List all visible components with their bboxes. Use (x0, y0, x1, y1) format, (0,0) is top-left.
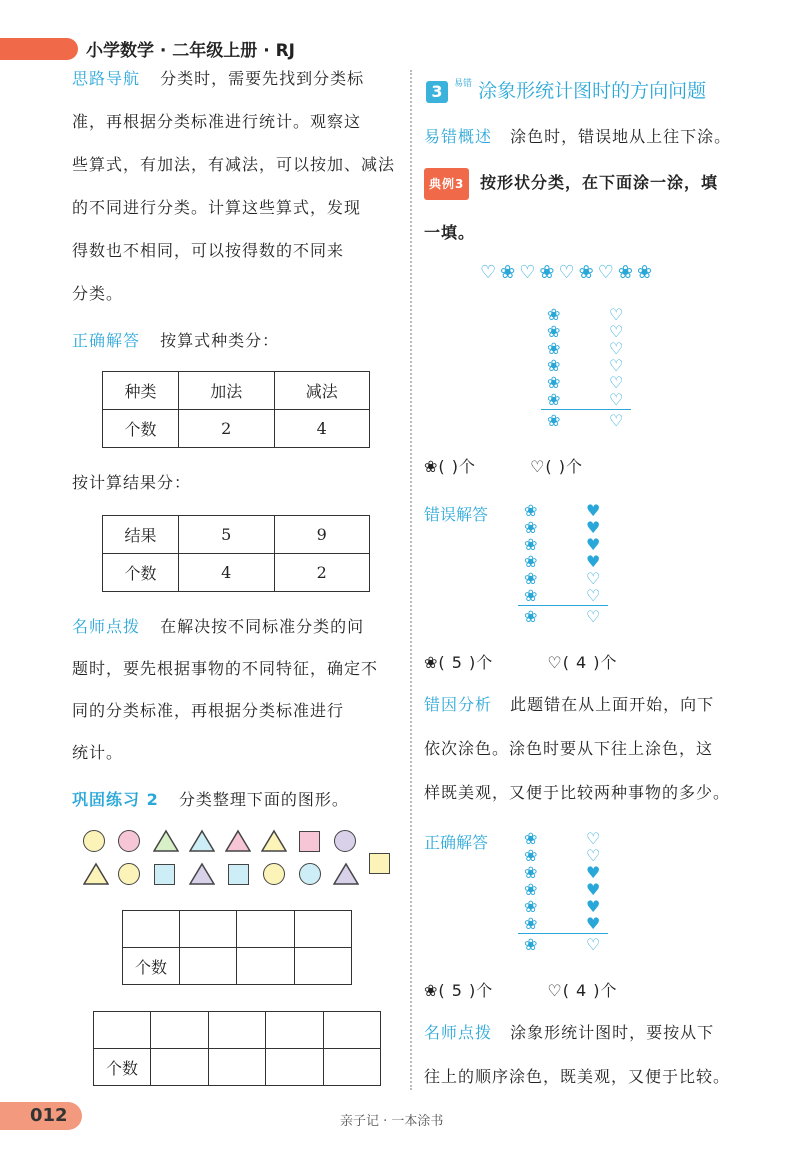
footer-text: 亲子记 · 一本涂书 (340, 1114, 444, 1129)
circle-icon (263, 863, 285, 885)
table-cell: 9 (274, 516, 370, 554)
page-number-tab (0, 1102, 82, 1130)
mingshi-label: 名师点拨 (72, 617, 141, 636)
table-cell: 4 (274, 410, 370, 448)
practice-table-2 (93, 1011, 381, 1086)
table-cell: 个数 (94, 1049, 151, 1086)
table-cell: 2 (274, 554, 370, 592)
cuoyin-line-0: 此题错在从上面开始，向下 (510, 695, 715, 714)
example (424, 168, 764, 248)
section-title: 涂象形统计图时的方向问题 (478, 80, 707, 102)
triangle-icon (83, 862, 109, 886)
answer-flower[interactable]: ❀( )个 (424, 457, 476, 476)
table-cell: 个数 (103, 554, 179, 592)
flower-icon: ❀ (500, 262, 520, 283)
circle-icon (118, 863, 140, 885)
flower-icon: ❀ (636, 262, 657, 283)
column-divider (410, 70, 412, 1090)
circle-icon (334, 830, 356, 852)
baseline (541, 409, 631, 410)
table-cell: 结果 (103, 516, 179, 554)
example-line-0: 按形状分类，在下面涂一涂，填 (479, 173, 718, 192)
table-by-result (102, 515, 370, 592)
cuoyin (424, 690, 764, 808)
heart-icon: ♡ (586, 935, 601, 954)
answer-flower: ❀( 5 )个 (424, 653, 494, 672)
square-icon (154, 864, 175, 885)
input-cell[interactable] (237, 948, 294, 985)
circle-icon (299, 863, 321, 885)
flower-icon: ❀ ❀ ❀ ❀ ❀ ❀ (524, 501, 538, 605)
flower-icon: ❀ (578, 262, 598, 283)
section-header (426, 76, 706, 103)
input-cell[interactable] (323, 1049, 381, 1086)
mingshi-right (424, 1018, 764, 1092)
section-number: 3 (426, 81, 448, 103)
flower-icon: ❀ (547, 411, 561, 430)
cuowu-label: 错误解答 (424, 505, 489, 524)
cuoyin-line-2: 样既美观，又便于比较两种事物的多少。 (424, 783, 731, 802)
silu-line-4: 得数也不相同，可以按得数的不同来 (72, 241, 345, 260)
flower-icon: ❀ ❀ ❀ ❀ ❀ ❀ (547, 305, 561, 409)
yicuo-label: 易错概述 (424, 127, 493, 146)
mingshi-line-3: 统计。 (72, 743, 124, 762)
zhengque-right-label: 正确解答 (424, 833, 489, 852)
wrong-answers (424, 648, 618, 678)
triangle-icon (261, 829, 287, 853)
flower-icon: ❀ (617, 262, 637, 283)
mingshi-line-1: 题时，要先根据事物的不同特征，确定不 (72, 659, 379, 678)
circle-icon (118, 830, 140, 852)
cuoyin-line-1: 依次涂色。涂色时要从下往上涂色，这 (424, 739, 714, 758)
silu-line-2: 些算式，有加法，有减法，可以按加、减法 (72, 155, 396, 174)
heart-icon: ♡ (519, 262, 540, 283)
baseline (518, 933, 608, 934)
table-cell: 个数 (103, 410, 179, 448)
zhengque-label: 正确解答 (72, 331, 141, 350)
table-cell: 5 (179, 516, 275, 554)
input-cell[interactable] (180, 948, 237, 985)
table-cell: 2 (179, 410, 275, 448)
heart-icon: ♡ (597, 262, 618, 283)
triangle-icon (225, 829, 251, 853)
input-cell[interactable] (294, 948, 351, 985)
practice-text: 分类整理下面的图形。 (178, 790, 349, 809)
square-icon (299, 831, 320, 852)
correct-answers (424, 976, 618, 1006)
answer-flower: ❀( 5 )个 (424, 981, 494, 1000)
zhengque-text: 按算式种类分： (160, 331, 280, 350)
example-line-1: 一填。 (424, 223, 476, 242)
triangle-icon (189, 862, 215, 886)
silu-section (72, 64, 404, 309)
heart-icon: ♡ (609, 411, 624, 430)
answer-heart[interactable]: ♡( )个 (530, 457, 583, 476)
table-cell: 减法 (274, 372, 370, 410)
practice-label: 巩固练习 2 (72, 790, 159, 809)
heart-icon: ♥ ♥ ♥ ♥ ♡ ♡ (586, 501, 601, 605)
yicuo-text: 涂色时，错误地从上往下涂。 (510, 127, 732, 146)
flower-icon: ❀ (539, 262, 559, 283)
table-cell: 个数 (123, 948, 180, 985)
table-cell: 4 (179, 554, 275, 592)
mingshi-line-2: 同的分类标准，再根据分类标准进行 (72, 701, 345, 720)
practice (72, 785, 349, 815)
input-cell[interactable] (266, 1049, 324, 1086)
heart-icon: ♡ ♡ ♡ ♡ ♡ ♡ (609, 305, 624, 409)
silu-line-1: 准，再根据分类标准进行统计。观察这 (72, 112, 362, 131)
mingshi-right-line-1: 往上的顺序涂色，既美观，又便于比较。 (424, 1067, 731, 1086)
input-cell[interactable] (151, 1049, 209, 1086)
silu-line-0: 分类时，需要先找到分类标 (160, 69, 365, 88)
heart-icon: ♡ (558, 262, 579, 283)
triangle-icon (153, 829, 179, 853)
mingshi-line-0: 在解决按不同标准分类的问 (160, 617, 365, 636)
example-badge: 典例3 (424, 168, 469, 200)
practice-table-1 (122, 910, 352, 985)
triangle-icon (333, 862, 359, 886)
page-number: 012 (30, 1105, 68, 1126)
triangle-icon (189, 829, 215, 853)
zhengque-left (72, 326, 279, 356)
flower-icon: ❀ (524, 935, 538, 954)
answer-heart: ♡( 4 )个 (547, 981, 618, 1000)
square-icon (369, 853, 390, 874)
heart-icon: ♡ (480, 262, 501, 283)
silu-line-5: 分类。 (72, 284, 124, 303)
table-cell: 种类 (103, 372, 179, 410)
table-cell: 加法 (179, 372, 275, 410)
silu-label: 思路导航 (72, 69, 141, 88)
heart-icon: ♡ (586, 607, 601, 626)
circle-icon (83, 830, 105, 852)
mingshi-left (72, 612, 404, 768)
flower-icon: ❀ ❀ ❀ ❀ ❀ ❀ (524, 829, 538, 933)
yicuo (424, 122, 731, 152)
header-accent-bar (0, 38, 78, 60)
calc-text: 按计算结果分： (72, 473, 192, 492)
section-tag: 易错 (454, 79, 473, 89)
blank-answers (424, 452, 583, 482)
flower-icon: ❀ (524, 607, 538, 626)
silu-line-3: 的不同进行分类。计算这些算式，发现 (72, 198, 362, 217)
baseline (518, 605, 608, 606)
table-by-type (102, 371, 370, 448)
symbol-row (480, 262, 656, 283)
square-icon (228, 864, 249, 885)
answer-heart: ♡( 4 )个 (547, 653, 618, 672)
heart-icon: ♡ ♡ ♥ ♥ ♥ ♥ (586, 829, 601, 933)
input-cell[interactable] (208, 1049, 266, 1086)
cuoyin-label: 错因分析 (424, 695, 493, 714)
book-title: 小学数学 · 二年级上册 · RJ (86, 41, 296, 61)
mingshi-right-label: 名师点拨 (424, 1023, 493, 1042)
mingshi-right-line-0: 涂象形统计图时，要按从下 (510, 1023, 715, 1042)
